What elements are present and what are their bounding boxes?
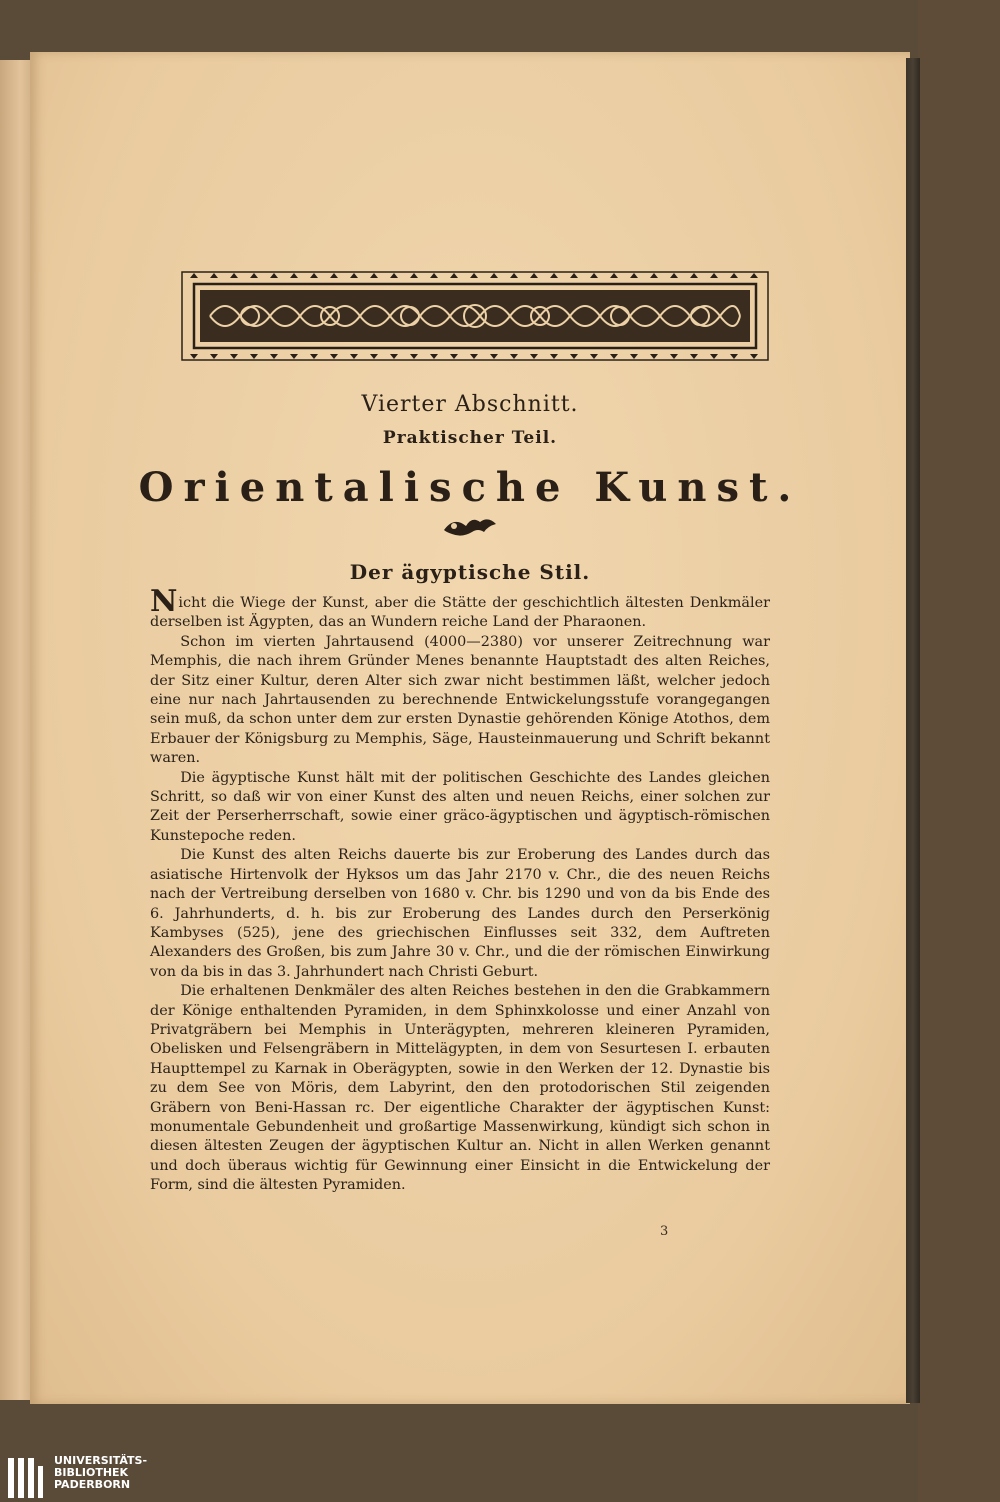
subsection-heading: Der ägyptische Stil.: [349, 560, 591, 584]
book-cover-right: [918, 0, 1000, 1502]
body-text: [150, 584, 770, 1196]
ornamental-header-band: [180, 270, 770, 362]
paragraph: Schon im vierten Jahrtausend (4000—2380) vor unserer Zeitrechnung war Memphis, die nach ihrem Gründer Menes benannte Hauptstadt des alten Reiches, der Sitz einer Kultur, deren Alter sich zwar nicht bestimmen läßt, welcher jedoch eine nur nach Jahrtausenden zu berechnende Entwickelungsstufe vorangegangen sein muß, da schon unter dem zur ersten Dynastie gehörenden Könige Atothos, dem Erbauer der Königsburg zu Memphis, Säge, Hausteinmauerung und Schrift bekannt waren.: [150, 633, 770, 767]
page-right-edge: [906, 58, 920, 1403]
book-left-page-edge: [0, 60, 34, 1400]
book-page: [30, 52, 910, 1404]
library-logo-mark: [6, 1456, 46, 1502]
paragraph: Die ägyptische Kunst hält mit der politischen Geschichte des Landes gleichen Schritt, so daß wir von einer Kunst des alten und neuen Reichs, einer solchen zur Zeit der Perserherrschaft, sowie einer gräco-ägyptischen und ägyptisch-römischen Kunstepoche reden.: [150, 769, 770, 844]
paragraph: Die Kunst des alten Reichs dauerte bis zur Eroberung des Landes durch das asiatische Hirtenvolk der Hyksos um das Jahr 2170 v. Chr., die des neuen Reichs nach der Vertreibung derselben von 1680 v. Chr. bis 1290 und von da bis Ende des 6. Jahrhunderts, d. h. bis zur Eroberung des Landes durch den Perserkönig Kambyses (525), jene des griechischen Einflusses seit 332, dem Auftreten Alexanders des Großen, bis zum Jahre 30 v. Chr., und die der römischen Einwirkung von da bis in das 3. Jahrhundert nach Christi Geburt.: [150, 847, 770, 980]
library-logo-text: UNIVERSITÄTS- BIBLIOTHEK PADERBORN: [54, 1454, 148, 1491]
part-heading: Praktischer Teil.: [382, 428, 558, 448]
paragraph: Die erhaltenen Denkmäler des alten Reiches bestehen in den die Grabkammern der Könige enthaltenden Pyramiden, in dem Sphinxkolosse und einer Anzahl von Privatgräbern bei Memphis in Unterägypten, mehreren kleineren Pyramiden, Obelisken und Felsengräbern in Mittelägypten, in dem von Sesurtesen I. erbauten Haupttempel zu Karnak in Oberägypten, sowie in den Werken der 12. Dynastie bis zu dem See von Möris, dem Labyrint, den den protodorischen Stil zeigenden Gräbern von Beni-Hassan rc. Der eigentliche Charakter der ägyptischen Kunst: monumentale Gebundenheit und großartige Massenwirkung, kündigt sich schon in diesen ältesten Zeugen der ägyptischen Kultur an. Nicht in allen Werken genannt und doch überaus wichtig für Gewinnung einer Einsicht in die Entwickelung der Form, sind die ältesten Pyramiden.: [150, 983, 770, 1194]
section-heading: Vierter Abschnitt.: [361, 392, 579, 417]
chapter-title: Orientalische Kunst.: [138, 464, 802, 511]
page-number: 3: [660, 1224, 669, 1239]
vignette-ornament: [440, 512, 500, 540]
library-logo: [0, 1452, 160, 1502]
paragraph: Nicht die Wiege der Kunst, aber die Stätte der geschichtlich ältesten Denkmäler derselben ist Ägypten, das an Wundern reiche Land der Pharaonen.: [150, 584, 770, 631]
drop-cap: N: [150, 584, 178, 619]
